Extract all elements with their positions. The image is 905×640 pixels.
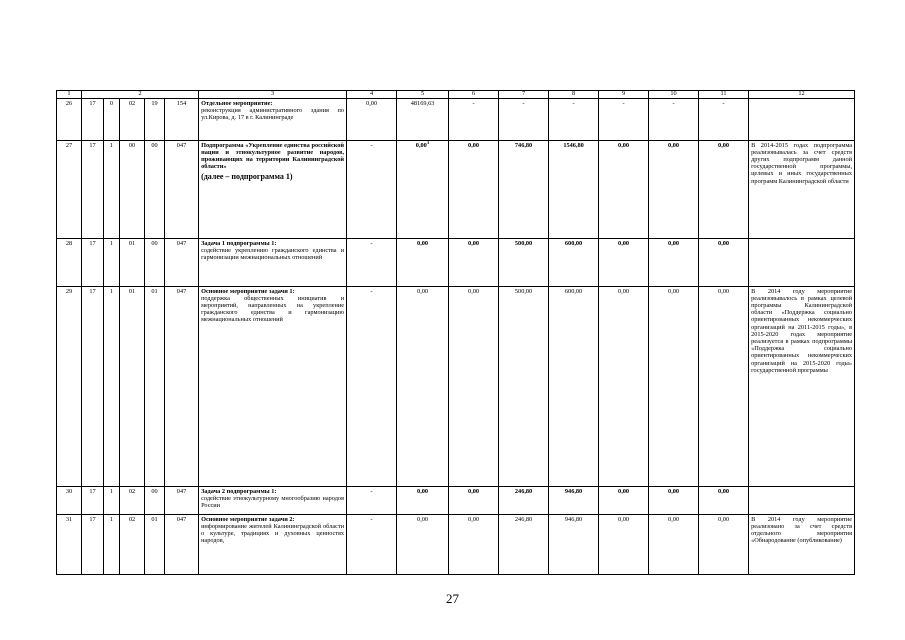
value-cell <box>397 238 449 286</box>
value-text: 0,00 <box>415 141 427 149</box>
value-cell: 0,00 <box>699 514 749 574</box>
code-cell: 01 <box>120 238 145 286</box>
name-cell <box>199 238 347 286</box>
value-cell: 0,00 <box>599 514 649 574</box>
value-cell: 0,00 <box>699 486 749 514</box>
value-cell: 946,80 <box>549 486 599 514</box>
note-cell: В 2014-2015 годах подпрограмма реализовывалась за счет средств других подпрограмм данной государственной программы, целевых и иных государственных программ Калининградской области <box>749 140 855 238</box>
value-cell <box>397 286 449 486</box>
item-title: Задача 2 подпрограммы 1: <box>201 487 277 495</box>
header-cell: 5 <box>397 91 449 99</box>
code-cell: 17 <box>82 514 104 574</box>
page-number: 27 <box>446 591 459 606</box>
code-cell: 29 <box>57 286 82 486</box>
code-cell: 30 <box>57 486 82 514</box>
table-row <box>57 514 855 574</box>
code-cell: 00 <box>145 486 165 514</box>
item-description: поддержка общественных инициатив и мероприятий, направленных на укрепление гражданского единства и гармонизацию межнациональных отношений <box>201 294 345 324</box>
table-row <box>57 98 855 140</box>
value-cell: 500,00 <box>499 238 549 286</box>
value-cell: 500,00 <box>499 286 549 486</box>
name-cell <box>199 140 347 238</box>
value-cell: 246,80 <box>499 486 549 514</box>
value-cell: - <box>347 286 397 486</box>
header-cell: 1 <box>57 91 82 99</box>
code-cell: 154 <box>165 98 199 140</box>
note-cell <box>749 238 855 286</box>
value-cell: 0,00 <box>699 238 749 286</box>
header-cell: 10 <box>649 91 699 99</box>
code-cell: 047 <box>165 140 199 238</box>
value-cell: 0,00 <box>449 286 499 486</box>
header-cell: 6 <box>449 91 499 99</box>
item-description: информирование жителей Калининградской области о культуре, традициях и духовных ценностях народов, <box>201 522 345 545</box>
value-cell: 0,00 <box>449 238 499 286</box>
header-cell: 7 <box>499 91 549 99</box>
code-cell: 00 <box>145 238 165 286</box>
value-cell: - <box>347 140 397 238</box>
value-cell: 0,00 <box>347 98 397 140</box>
code-cell: 1 <box>104 238 120 286</box>
code-cell: 00 <box>120 140 145 238</box>
item-title: Основное мероприятие задачи 1: <box>201 287 295 295</box>
code-cell: 047 <box>165 486 199 514</box>
table-row <box>57 486 855 514</box>
value-cell <box>397 514 449 574</box>
header-cell: 11 <box>699 91 749 99</box>
table-row <box>57 286 855 486</box>
code-cell: 28 <box>57 238 82 286</box>
note-cell: В 2014 году мероприятие реализовывалось в рамках целевой программы Калининградской области «Поддержка социально ориентированных некоммерческих организаций на 2011-2015 годы», в 2015-2020 годах мероприятие реализуется в рамках подпрограммы «Поддержка социально ориентированных некоммерческих организаций на 2015-2020 годы» государственной программы <box>749 286 855 486</box>
code-cell: 17 <box>82 238 104 286</box>
value-cell: - <box>649 98 699 140</box>
value-cell: - <box>699 98 749 140</box>
code-cell: 047 <box>165 514 199 574</box>
value-text: 0,00 <box>417 515 429 523</box>
value-cell: 0,00 <box>649 140 699 238</box>
program-table-sheet <box>56 90 855 575</box>
value-text: 0,00 <box>417 487 429 495</box>
code-cell: 02 <box>120 486 145 514</box>
value-cell: 0,00 <box>649 486 699 514</box>
table-body <box>57 91 855 575</box>
code-cell: 17 <box>82 140 104 238</box>
note-cell <box>749 486 855 514</box>
code-cell: 047 <box>165 238 199 286</box>
value-cell: - <box>347 238 397 286</box>
item-title: Отдельное мероприятие: <box>201 99 273 107</box>
code-cell: 1 <box>104 514 120 574</box>
code-cell: 02 <box>120 98 145 140</box>
value-cell: 0,00 <box>649 514 699 574</box>
code-cell: 1 <box>104 140 120 238</box>
code-cell: 1 <box>104 486 120 514</box>
code-cell: 01 <box>145 514 165 574</box>
header-cell: 9 <box>599 91 649 99</box>
name-cell <box>199 514 347 574</box>
code-cell: 19 <box>145 98 165 140</box>
value-cell: 946,80 <box>549 514 599 574</box>
value-text: 48169,63 <box>410 99 435 107</box>
value-cell: - <box>347 514 397 574</box>
value-cell: 0,00 <box>649 286 699 486</box>
value-cell: 246,80 <box>499 514 549 574</box>
value-cell: - <box>499 98 549 140</box>
code-cell: 00 <box>145 140 165 238</box>
header-cell: 3 <box>199 91 347 99</box>
value-cell: 0,00 <box>699 140 749 238</box>
value-cell: 746,80 <box>499 140 549 238</box>
value-cell: 600,00 <box>549 286 599 486</box>
code-cell: 31 <box>57 514 82 574</box>
value-text: 0,00 <box>417 287 429 295</box>
value-cell: 0,00 <box>599 140 649 238</box>
value-cell: - <box>549 98 599 140</box>
item-description: реконструкция административного здания по ул.Кирова, д. 17 в г. Калининграде <box>201 106 345 121</box>
footnote-mark: 1 <box>426 140 430 146</box>
value-cell: 0,00 <box>449 486 499 514</box>
value-cell: 0,00 <box>599 286 649 486</box>
value-cell: 0,00 <box>699 286 749 486</box>
value-text: 0,00 <box>417 239 429 247</box>
code-cell: 17 <box>82 98 104 140</box>
name-cell <box>199 486 347 514</box>
item-title: Подпрограмма «Укрепление единства российской нации и этнокультурное развитие народов, проживающих на территории Калининградской области» <box>201 141 345 171</box>
item-title: Задача 1 подпрограммы 1: <box>201 239 277 247</box>
code-cell: 047 <box>165 286 199 486</box>
code-cell: 17 <box>82 486 104 514</box>
header-row <box>57 91 855 99</box>
table-row <box>57 140 855 238</box>
code-cell: 26 <box>57 98 82 140</box>
name-cell <box>199 286 347 486</box>
item-title: Основное мероприятие задачи 2: <box>201 515 295 523</box>
header-cell: 4 <box>347 91 397 99</box>
value-cell: 0,00 <box>449 514 499 574</box>
value-cell: 0,00 <box>599 486 649 514</box>
value-cell: - <box>449 98 499 140</box>
value-cell: - <box>347 486 397 514</box>
value-cell: 600,00 <box>549 238 599 286</box>
table-row <box>57 238 855 286</box>
value-cell <box>397 486 449 514</box>
item-description: содействие укреплению гражданского единства и гармонизации межнациональных отношений <box>201 246 345 261</box>
header-cell: 12 <box>749 91 855 99</box>
code-cell: 1 <box>104 286 120 486</box>
code-cell: 01 <box>120 286 145 486</box>
value-cell <box>397 140 449 238</box>
code-cell: 02 <box>120 514 145 574</box>
item-subtitle: (далее – подпрограмма 1) <box>201 172 293 182</box>
note-cell <box>749 98 855 140</box>
value-cell: 0,00 <box>649 238 699 286</box>
value-cell: 0,00 <box>599 238 649 286</box>
code-cell: 17 <box>82 286 104 486</box>
header-cell: 8 <box>549 91 599 99</box>
item-description: содействие этнокультурному многообразию народов России <box>201 494 345 509</box>
value-cell: 1546,80 <box>549 140 599 238</box>
value-cell: 0,00 <box>449 140 499 238</box>
value-cell <box>397 98 449 140</box>
header-cell: 2 <box>82 91 199 99</box>
value-cell: - <box>599 98 649 140</box>
name-cell <box>199 98 347 140</box>
code-cell: 01 <box>145 286 165 486</box>
note-cell: В 2014 году мероприятие реализовано за счет средств отдельного мероприятия «Обнародование (опубликование) <box>749 514 855 574</box>
program-table <box>56 90 855 575</box>
code-cell: 27 <box>57 140 82 238</box>
code-cell: 0 <box>104 98 120 140</box>
